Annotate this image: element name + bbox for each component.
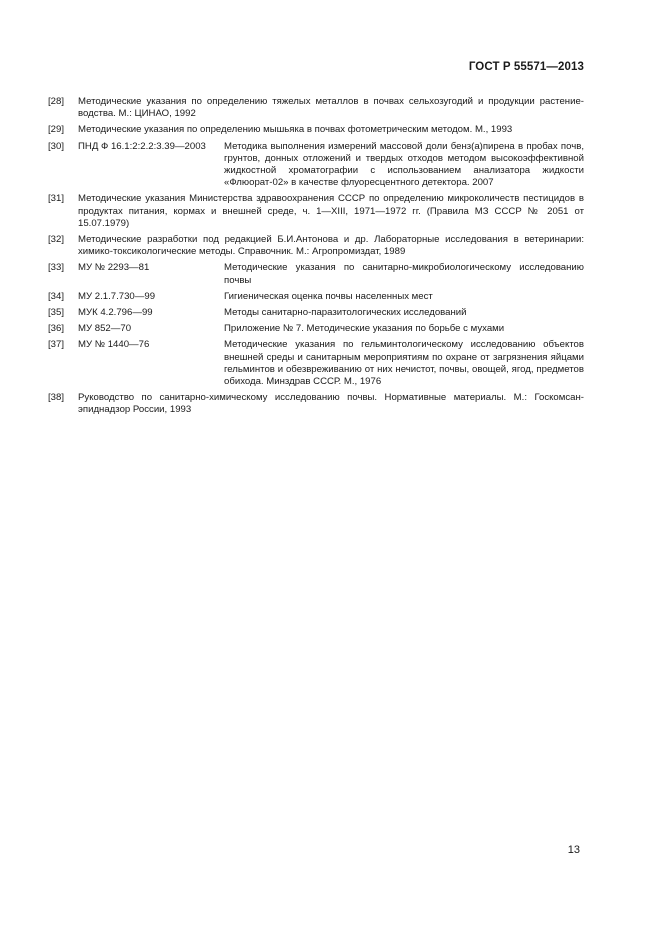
page-number: 13: [567, 844, 580, 856]
reference-text: Методические указания по определению мышьяка в почвах фотометрическим методом. М., 1993: [78, 124, 513, 136]
reference-text: Руководство по санитарно-химическому исследованию почвы. Нормативные материалы. М.: Госкомсанэпиднадзор России, 1993: [78, 392, 584, 416]
reference-item-28: [48, 96, 584, 120]
reference-code: МУ 852—70: [78, 323, 132, 335]
reference-number: [34]: [48, 290, 65, 302]
references-list: [48, 96, 584, 421]
reference-text: Приложение № 7. Методические указания по борьбе с мухами: [224, 323, 505, 335]
reference-code: МУ № 1440—76: [78, 339, 150, 351]
reference-number: [33]: [48, 262, 65, 274]
reference-text: Методические указания по санитарно-микробиологическому исследованию почвы: [224, 262, 584, 286]
reference-number: [32]: [48, 234, 65, 246]
standard-id: ГОСТ Р 55571—2013: [468, 61, 584, 73]
reference-code: МУК 4.2.796—99: [78, 307, 153, 319]
reference-item-33: [48, 262, 584, 286]
reference-item-32: [48, 234, 584, 258]
reference-number: [28]: [48, 96, 65, 107]
reference-item-37: [48, 339, 584, 388]
reference-item-36: [48, 323, 584, 335]
reference-number: [29]: [48, 124, 65, 136]
reference-number: [35]: [48, 307, 65, 319]
reference-text: Методика выполнения измерений массовой доли бенз(а)пирена в пробах почв, грунтов, донных отложений и твердых отходов методом высокоэффективной жидкостной хроматографии с использованием анализатора жидкости «Флюорат-02» в качестве флуоресцентного детектора. 2007: [224, 140, 584, 189]
reference-item-29: [48, 124, 584, 136]
reference-text: Методические указания Министерства здравоохранения СССР по определению микроколичеств пестицидов в продуктах питания, кормах и внешней среде, ч. 1—XIII, 1971—1972 гг. (Правила МЗ СССР № 2051 от 15.07.1979): [78, 193, 584, 229]
reference-text: Методические указания по определению тяжелых металлов в почвах сельхозугодий и продукции растениеводства. М.: ЦИНАО, 1992: [78, 96, 584, 120]
reference-text: Методические указания по гельминтологическому исследованию объектов внешней среды и санитарным мероприятиям по охране от загрязнения яйцами гельминтов и обезвреживанию от них нечистот, почвы, овощей, ягод, предметов обихода. Минздрав СССР. М., 1976: [224, 339, 584, 388]
reference-number: [36]: [48, 323, 65, 335]
reference-text: Гигиеническая оценка почвы населенных мест: [224, 290, 433, 302]
reference-number: [37]: [48, 339, 65, 351]
reference-code: МУ № 2293—81: [78, 262, 150, 274]
reference-item-34: [48, 291, 584, 303]
reference-item-30: [48, 141, 584, 190]
reference-item-35: [48, 307, 584, 319]
reference-number: [31]: [48, 193, 65, 205]
reference-number: [30]: [48, 140, 65, 152]
reference-code: МУ 2.1.7.730—99: [78, 290, 156, 302]
reference-number: [38]: [48, 392, 65, 404]
reference-item-31: [48, 193, 584, 230]
reference-text: Методы санитарно-паразитологических исследований: [224, 307, 467, 319]
reference-code: ПНД Ф 16.1:2:2.2:3.39—2003: [78, 140, 206, 152]
reference-text: Методические разработки под редакцией Б.И.Антонова и др. Лабораторные исследования в ветеринарии: химико-токсикологические методы. Справочник. М.: Агропромиздат, 1989: [78, 234, 584, 258]
reference-item-38: [48, 392, 584, 416]
